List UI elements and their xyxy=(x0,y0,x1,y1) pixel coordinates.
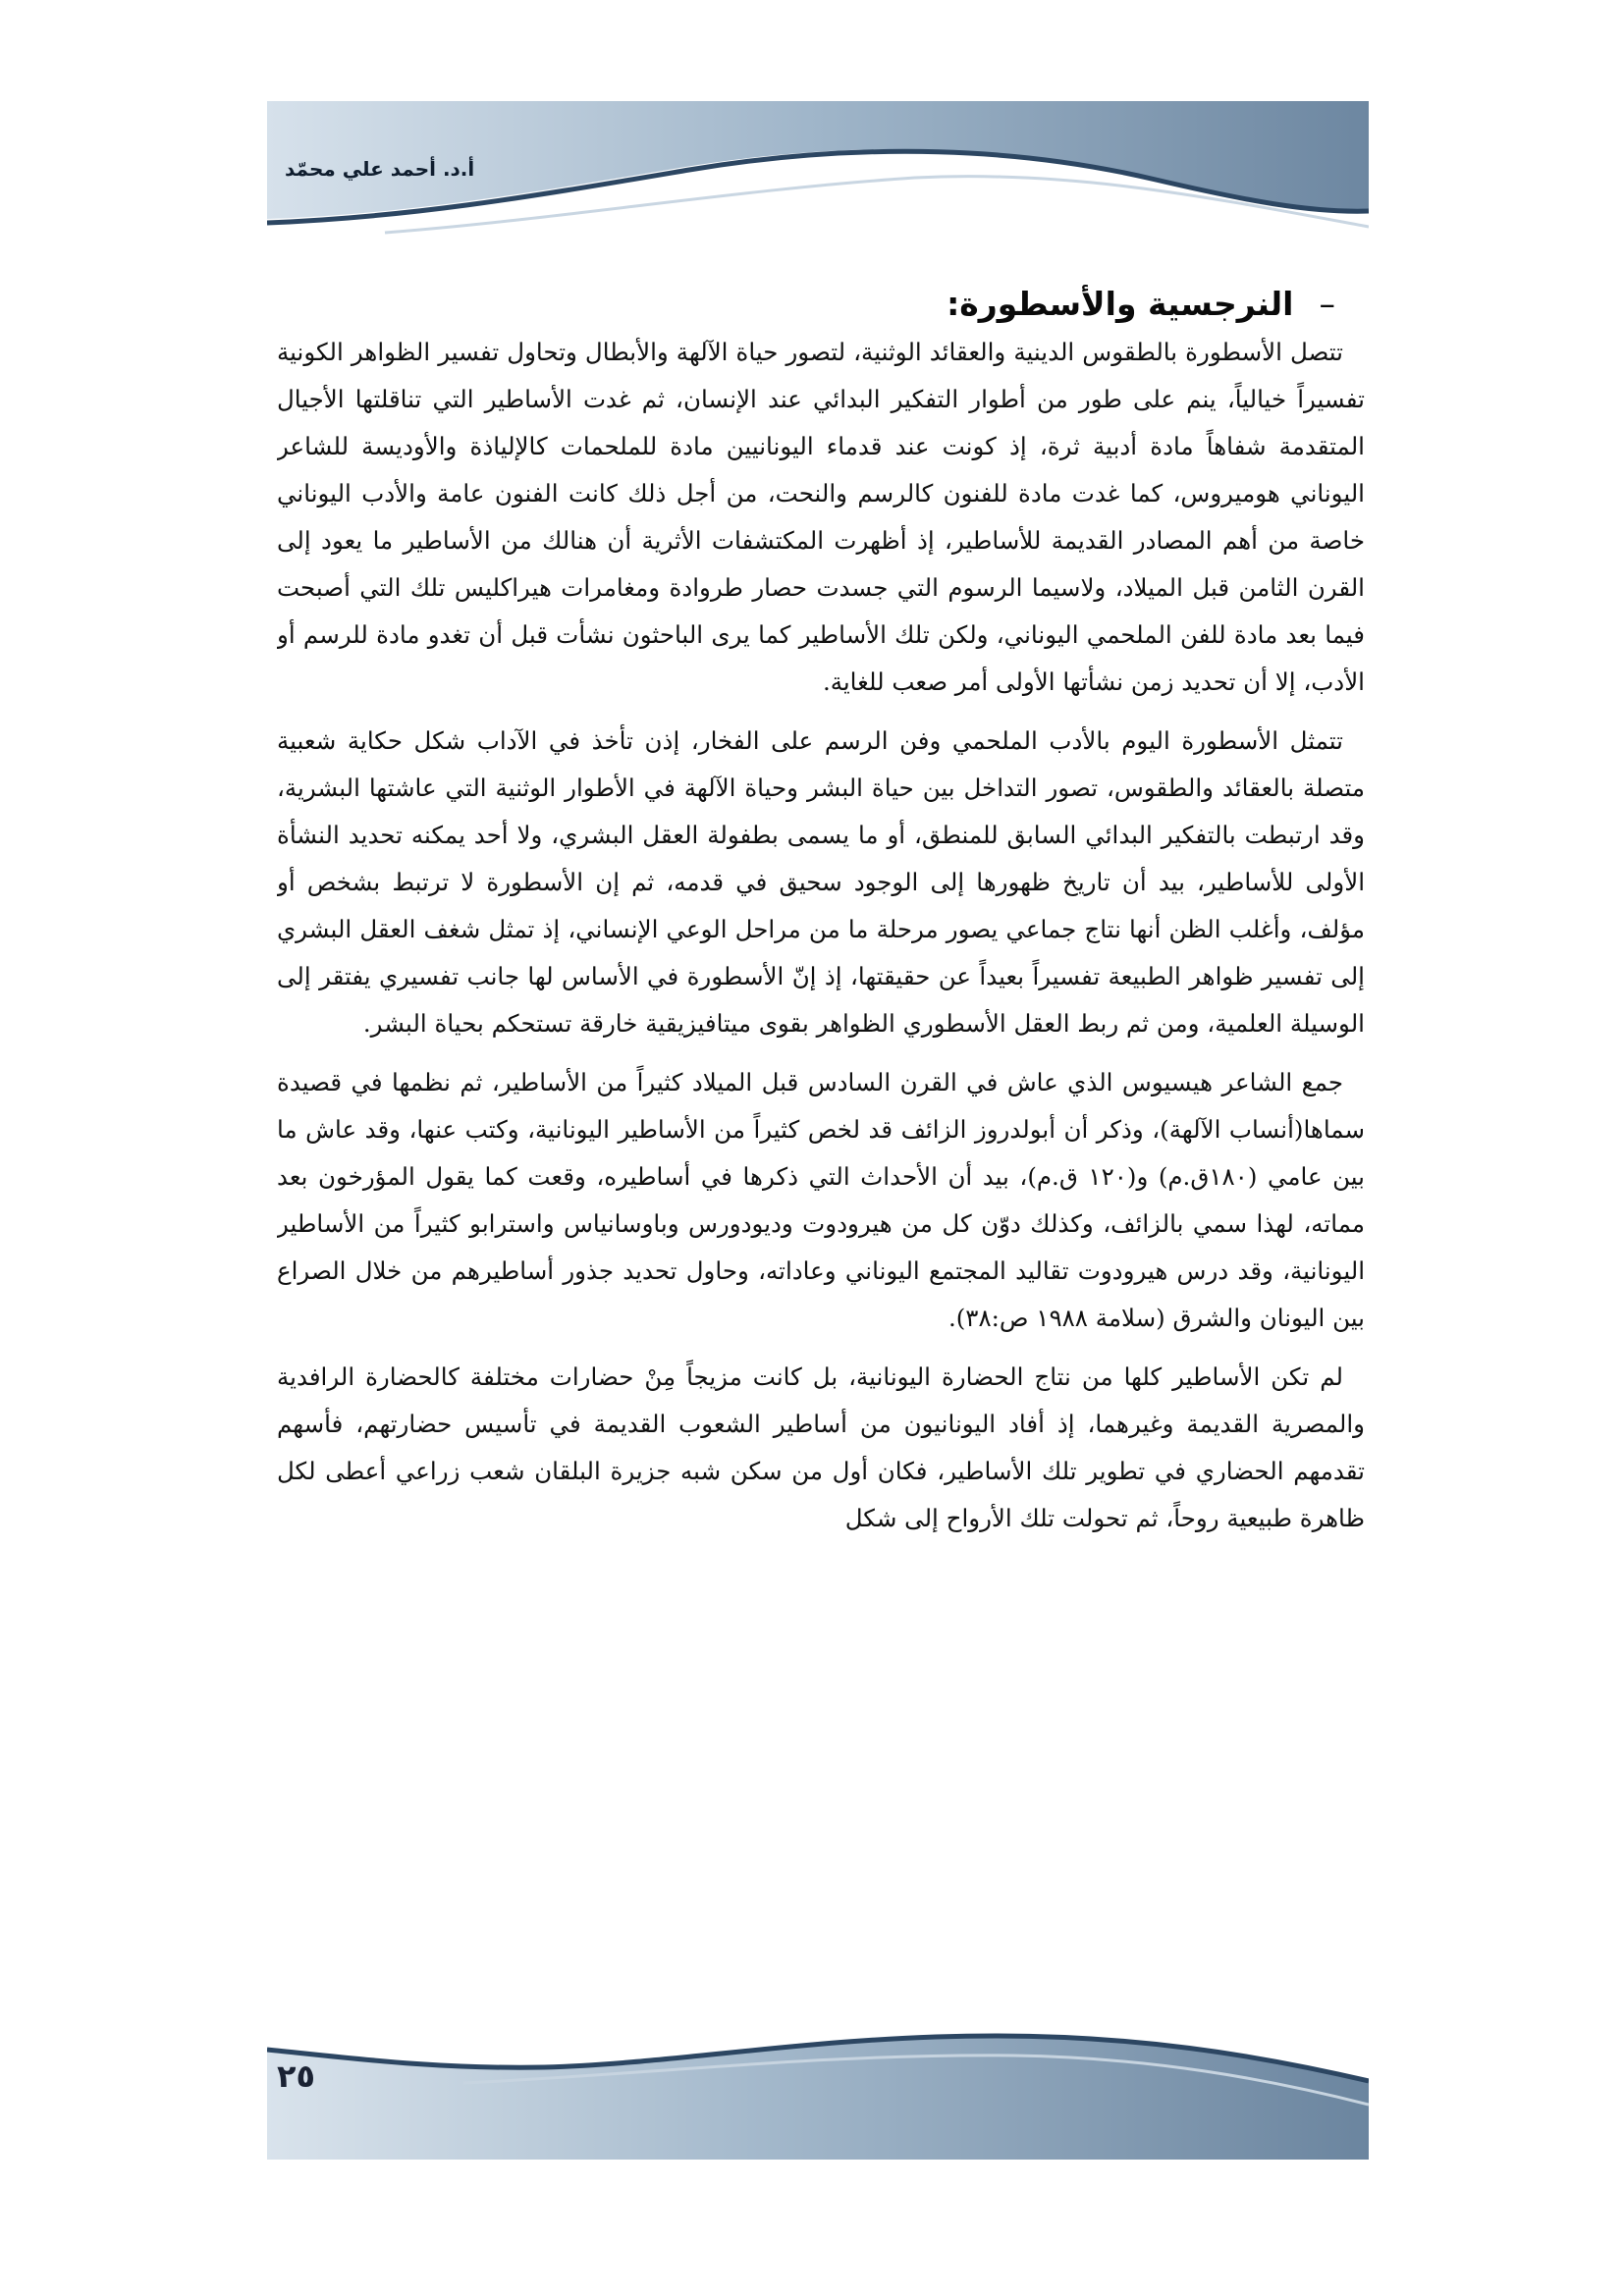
section-title-text: النرجسية والأسطورة: xyxy=(947,285,1294,323)
article-body xyxy=(277,285,1365,2012)
paragraph-2: تتمثل الأسطورة اليوم بالأدب الملحمي وفن الرسم على الفخار، إذن تأخذ في الآداب شكل حكاية شعبية متصلة بالعقائد والطقوس، تصور التداخل بين حياة البشر وحياة الآلهة في الأطوار الوثنية التي عاشتها البشرية، وقد ارتبطت بالتفكير البدائي السابق للمنطق، أو ما يسمى بطفولة العقل البشري، ولا أحد يمكنه تحديد النشأة الأولى للأساطير، بيد أن تاريخ ظهورها إلى الوجود سحيق في قدمه، ثم إن الأسطورة لا ترتبط بشخص أو مؤلف، وأغلب الظن أنها نتاج جماعي يصور مرحلة ما من مراحل الوعي الإنساني، إذ تمثل شغف العقل البشري إلى تفسير ظواهر الطبيعة تفسيراً بعيداً عن حقيقتها، إذ إنّ الأسطورة في الأساس لها جانب تفسيري يفتقر إلى الوسيلة العلمية، ومن ثم ربط العقل الأسطوري الظواهر بقوى ميتافيزيقية خارقة تستحكم بحياة البشر. xyxy=(277,726,1365,1038)
author-name: أ.د. أحمد علي محمّد xyxy=(285,157,475,181)
paragraph-1: تتصل الأسطورة بالطقوس الدينية والعقائد الوثنية، لتصور حياة الآلهة والأبطال وتحاول تفسير الظواهر الكونية تفسيراً خيالياً، ينم على طور من أطوار التفكير البدائي عند الإنسان، ثم غدت الأساطير التي تناقلتها الأجيال المتقدمة شفاهاً مادة أدبية ثرة، إذ كونت عند قدماء اليونانيين مادة للملحمات كالإلياذة والأوديسة للشاعر اليوناني هوميروس، كما غدت مادة للفنون كالرسم والنحت، من أجل ذلك كانت الفنون عامة والأدب اليوناني خاصة من أهم المصادر القديمة للأساطير، إذ أظهرت المكتشفات الأثرية أن هنالك من الأساطير ما يعود إلى القرن الثامن قبل الميلاد، ولاسيما الرسوم التي جسدت حصار طروادة ومغامرات هيراكليس تلك التي أصبحت فيما بعد مادة للفن الملحمي اليوناني، ولكن تلك الأساطير كما يرى الباحثون نشأت قبل أن تغدو مادة للرسم أو الأدب، إلا أن تحديد زمن نشأتها الأولى أمر صعب للغاية. xyxy=(277,338,1365,696)
paragraph-4: لم تكن الأساطير كلها من نتاج الحضارة اليونانية، بل كانت مزيجاً مِنْ حضارات مختلفة كالحضارة الرافدية والمصرية القديمة وغيرهما، إذ أفاد اليونانيون من أساطير الشعوب القديمة في تأسيس حضارتهم، فأسهم تقدمهم الحضاري في تطوير تلك الأساطير، فكان أول من سكن شبه جزيرة البلقان شعب زراعي أعطى لكل ظاهرة طبيعية روحاً، ثم تحولت تلك الأرواح إلى شكل xyxy=(277,1362,1365,1532)
footer-wave-band xyxy=(267,2010,1369,2160)
heading-dash: – xyxy=(1319,285,1335,323)
paragraph-3: جمع الشاعر هيسيوس الذي عاش في القرن السادس قبل الميلاد كثيراً من الأساطير، ثم نظمها في قصيدة سماها(أنساب الآلهة)، وذكر أن أبولدروز الزائف قد لخص كثيراً من الأساطير اليونانية، وكتب عنها، وقد عاش ما بين عامي (١٨٠ق.م) و(١٢٠ ق.م)، بيد أن الأحداث التي ذكرها في أساطيره، وقعت كما يقول المؤرخون بعد مماته، لهذا سمي بالزائف، وكذلك دوّن كل من هيرودوت وديودورس وباوسانياس واسترابو كثيراً من الأساطير اليونانية، وقد درس هيرودوت تقاليد المجتمع اليوناني وعاداته، وحاول تحديد جذور أساطيرهم من خلال الصراع بين اليونان والشرق (سلامة ١٩٨٨ ص:٣٨). xyxy=(277,1068,1365,1332)
page-number: ٢٥ xyxy=(277,2057,316,2095)
section-heading xyxy=(277,285,1365,323)
